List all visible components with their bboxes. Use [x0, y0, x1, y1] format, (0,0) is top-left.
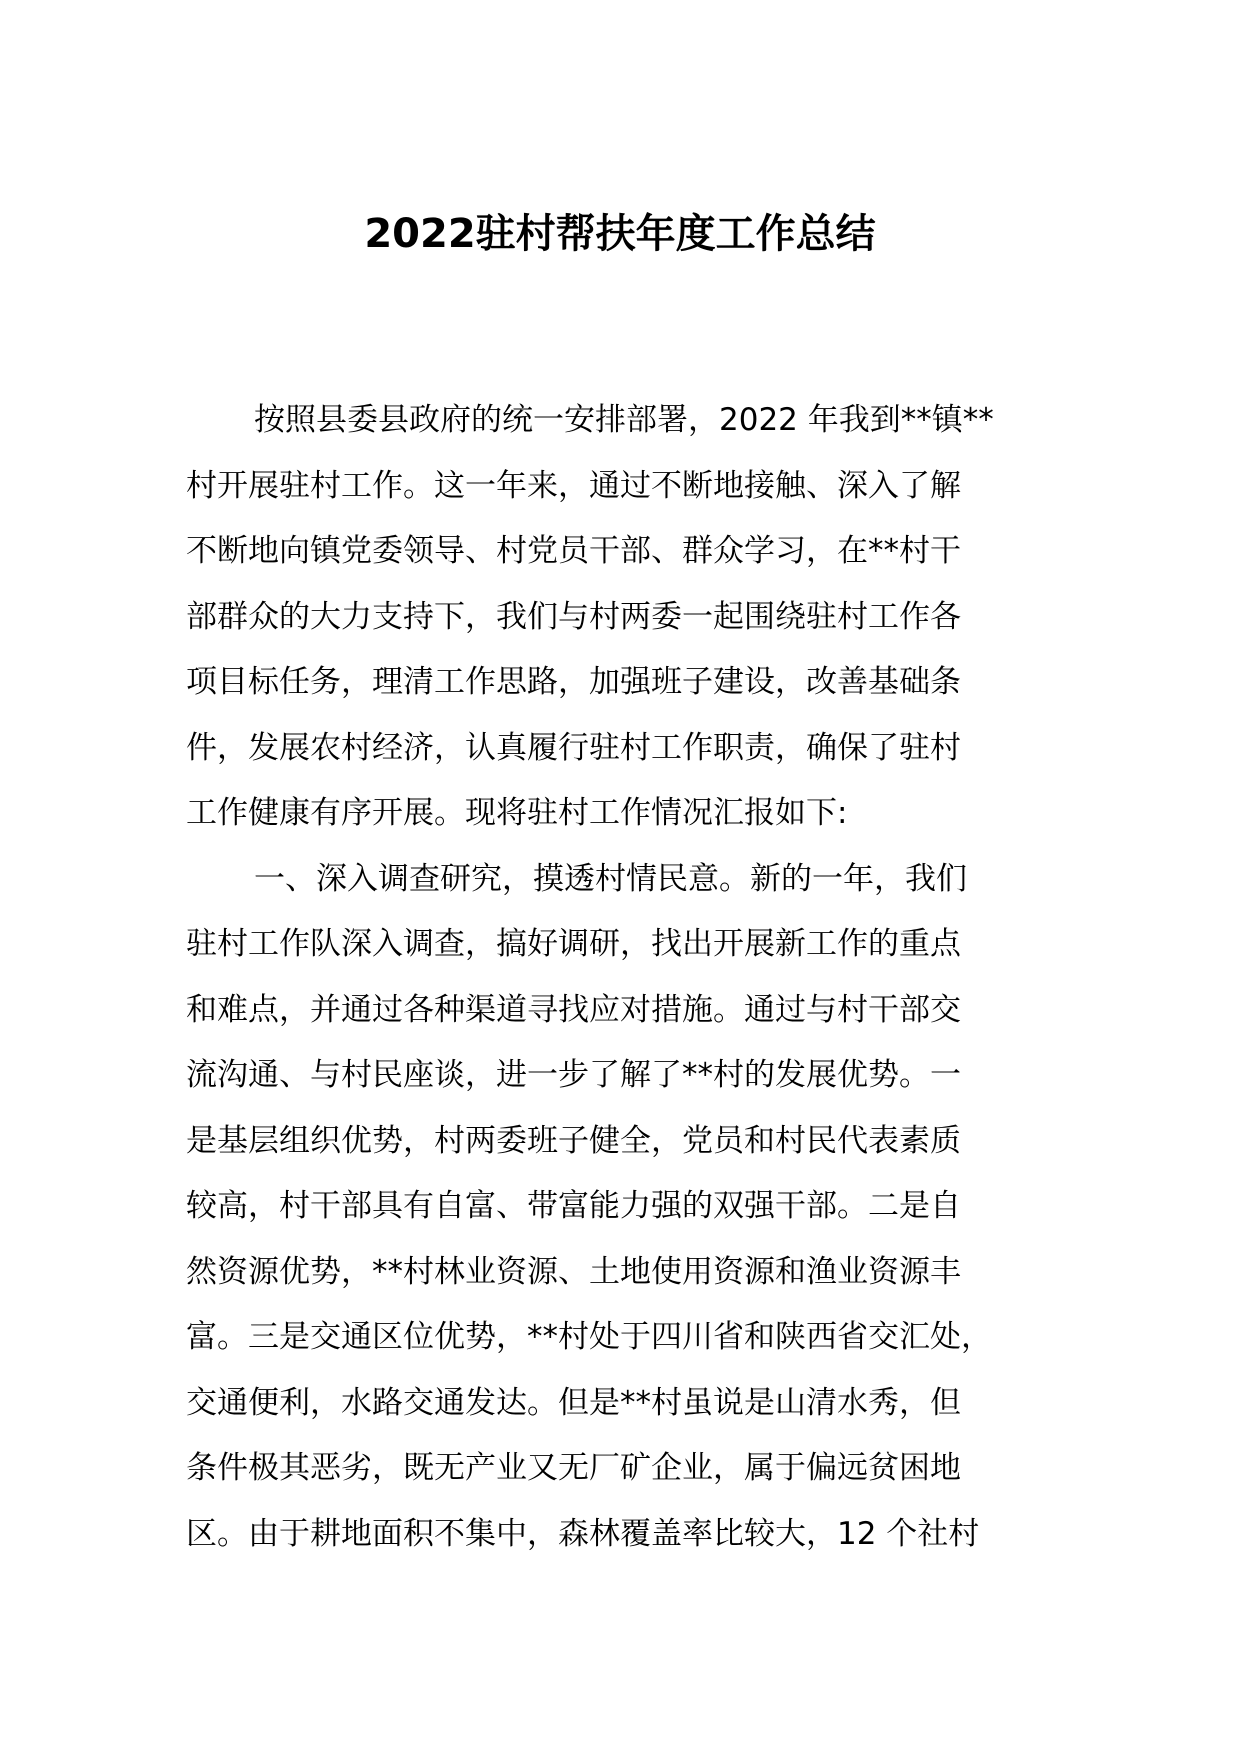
text-line: 村开展驻村工作。这一年来，通过不断地接触、深入了解: [186, 467, 961, 504]
text-line: 一、深入调查研究，摸透村情民意。新的一年，我们: [254, 860, 967, 897]
text-line: 条件极其恶劣，既无产业又无厂矿企业，属于偏远贫困地: [186, 1450, 961, 1486]
text-line: 部群众的大力支持下，我们与村两委一起围绕驻村工作各: [186, 598, 961, 635]
text-line: 驻村工作队深入调查，搞好调研，找出开展新工作的重点: [186, 926, 961, 962]
text-line: 工作健康有序开展。现将驻村工作情况汇报如下:: [186, 795, 848, 831]
text-line: 按照县委县政府的统一安排部署，2022 年我到**镇**: [254, 402, 994, 438]
text-line: 不断地向镇党委领导、村党员干部、群众学习，在**村干: [186, 533, 961, 569]
text-line: 和难点，并通过各种渠道寻找应对措施。通过与村干部交: [186, 991, 961, 1028]
text-line: 流沟通、与村民座谈，进一步了解了**村的发展优势。一: [186, 1057, 961, 1093]
text-line: 区。由于耕地面积不集中，森林覆盖率比较大，12 个社村: [186, 1515, 980, 1552]
document-body: [186, 388, 1046, 1567]
text-line: 然资源优势，**村林业资源、土地使用资源和渔业资源丰: [186, 1253, 961, 1290]
text-line: 件，发展农村经济，认真履行驻村工作职责，确保了驻村: [186, 729, 961, 766]
text-line: 富。三是交通区位优势，**村处于四川省和陕西省交汇处，: [186, 1319, 992, 1355]
text-line: 是基层组织优势，村两委班子健全，党员和村民代表素质: [186, 1122, 961, 1159]
paragraph-section-one: [186, 847, 1046, 1568]
text-line: 较高，村干部具有自富、带富能力强的双强干部。二是自: [186, 1188, 961, 1224]
paragraph-intro: [186, 388, 1046, 847]
document-title: 2022驻村帮扶年度工作总结: [364, 211, 876, 257]
text-line: 项目标任务，理清工作思路，加强班子建设，改善基础条: [186, 664, 961, 700]
text-line: 交通便利，水路交通发达。但是**村虽说是山清水秀，但: [186, 1384, 961, 1421]
